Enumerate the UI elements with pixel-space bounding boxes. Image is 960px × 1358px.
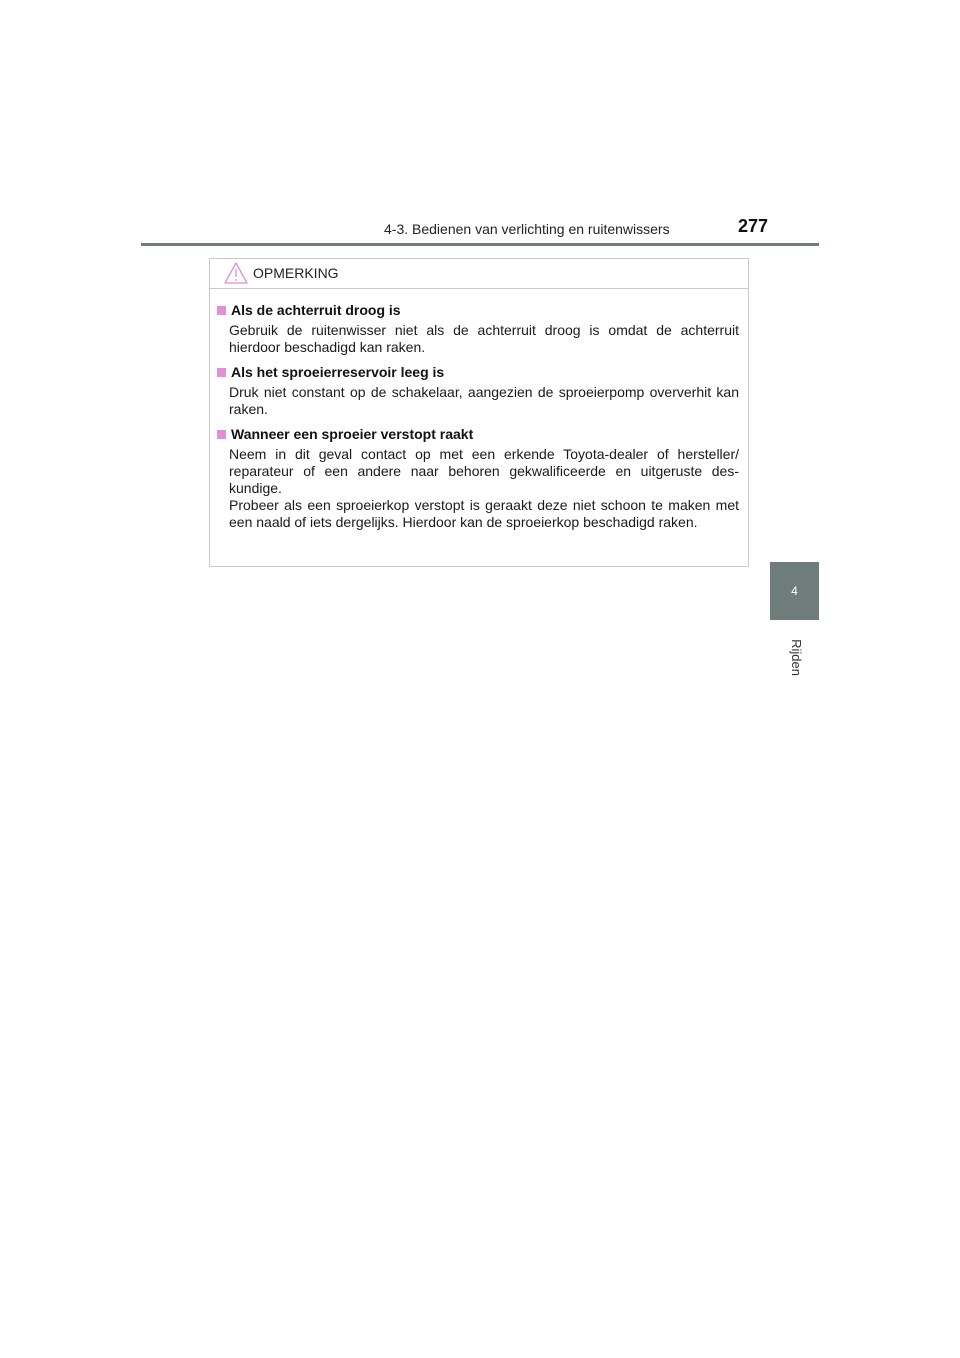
section-text (229, 322, 739, 356)
section-text (229, 446, 739, 531)
chapter-label-text: Rijden (788, 638, 804, 676)
section-heading (217, 425, 739, 443)
bullet-square-icon (217, 306, 226, 315)
page-number: 277 (738, 216, 769, 236)
section-text (229, 384, 739, 418)
notice-section (217, 363, 739, 418)
warning-triangle-icon (223, 261, 249, 285)
bullet-square-icon (217, 368, 226, 377)
notice-body (210, 289, 748, 531)
notice-section (217, 301, 739, 356)
header-divider (141, 243, 819, 246)
chapter-label (776, 632, 816, 682)
section-paragraph: Gebruik de ruitenwisser niet als de achterruit droog is omdat de achterruit hierdoor beschadigd kan raken. (229, 322, 739, 355)
section-heading (217, 301, 739, 319)
section-heading-text: Als het sproeierreservoir leeg is (231, 364, 445, 380)
section-title: 4-3. Bedienen van verlichting en ruitenwissers (384, 221, 670, 237)
section-paragraph: Probeer als een sproeierkop verstopt is geraakt deze niet schoon te maken met een naald of iets dergelijks. Hierdoor kan de sproeierkop beschadigd raken. (229, 497, 739, 530)
notice-box (209, 258, 749, 567)
notice-section (217, 425, 739, 531)
chapter-tab[interactable] (770, 562, 819, 620)
bullet-square-icon (217, 430, 226, 439)
section-paragraph: Neem in dit geval contact op met een erkende Toyota-dealer of hersteller/ reparateur of een andere naar behoren gekwalificeerde en uitgeruste des-kundige. (229, 446, 739, 496)
notice-title: OPMERKING (253, 265, 339, 281)
section-paragraph: Druk niet constant op de schakelaar, aangezien de sproeierpomp oververhit kan raken. (229, 384, 739, 417)
section-heading-text: Wanneer een sproeier verstopt raakt (231, 426, 474, 442)
notice-header (210, 259, 748, 289)
section-heading (217, 363, 739, 381)
chapter-number: 4 (791, 584, 798, 598)
section-heading-text: Als de achterruit droog is (231, 302, 401, 318)
